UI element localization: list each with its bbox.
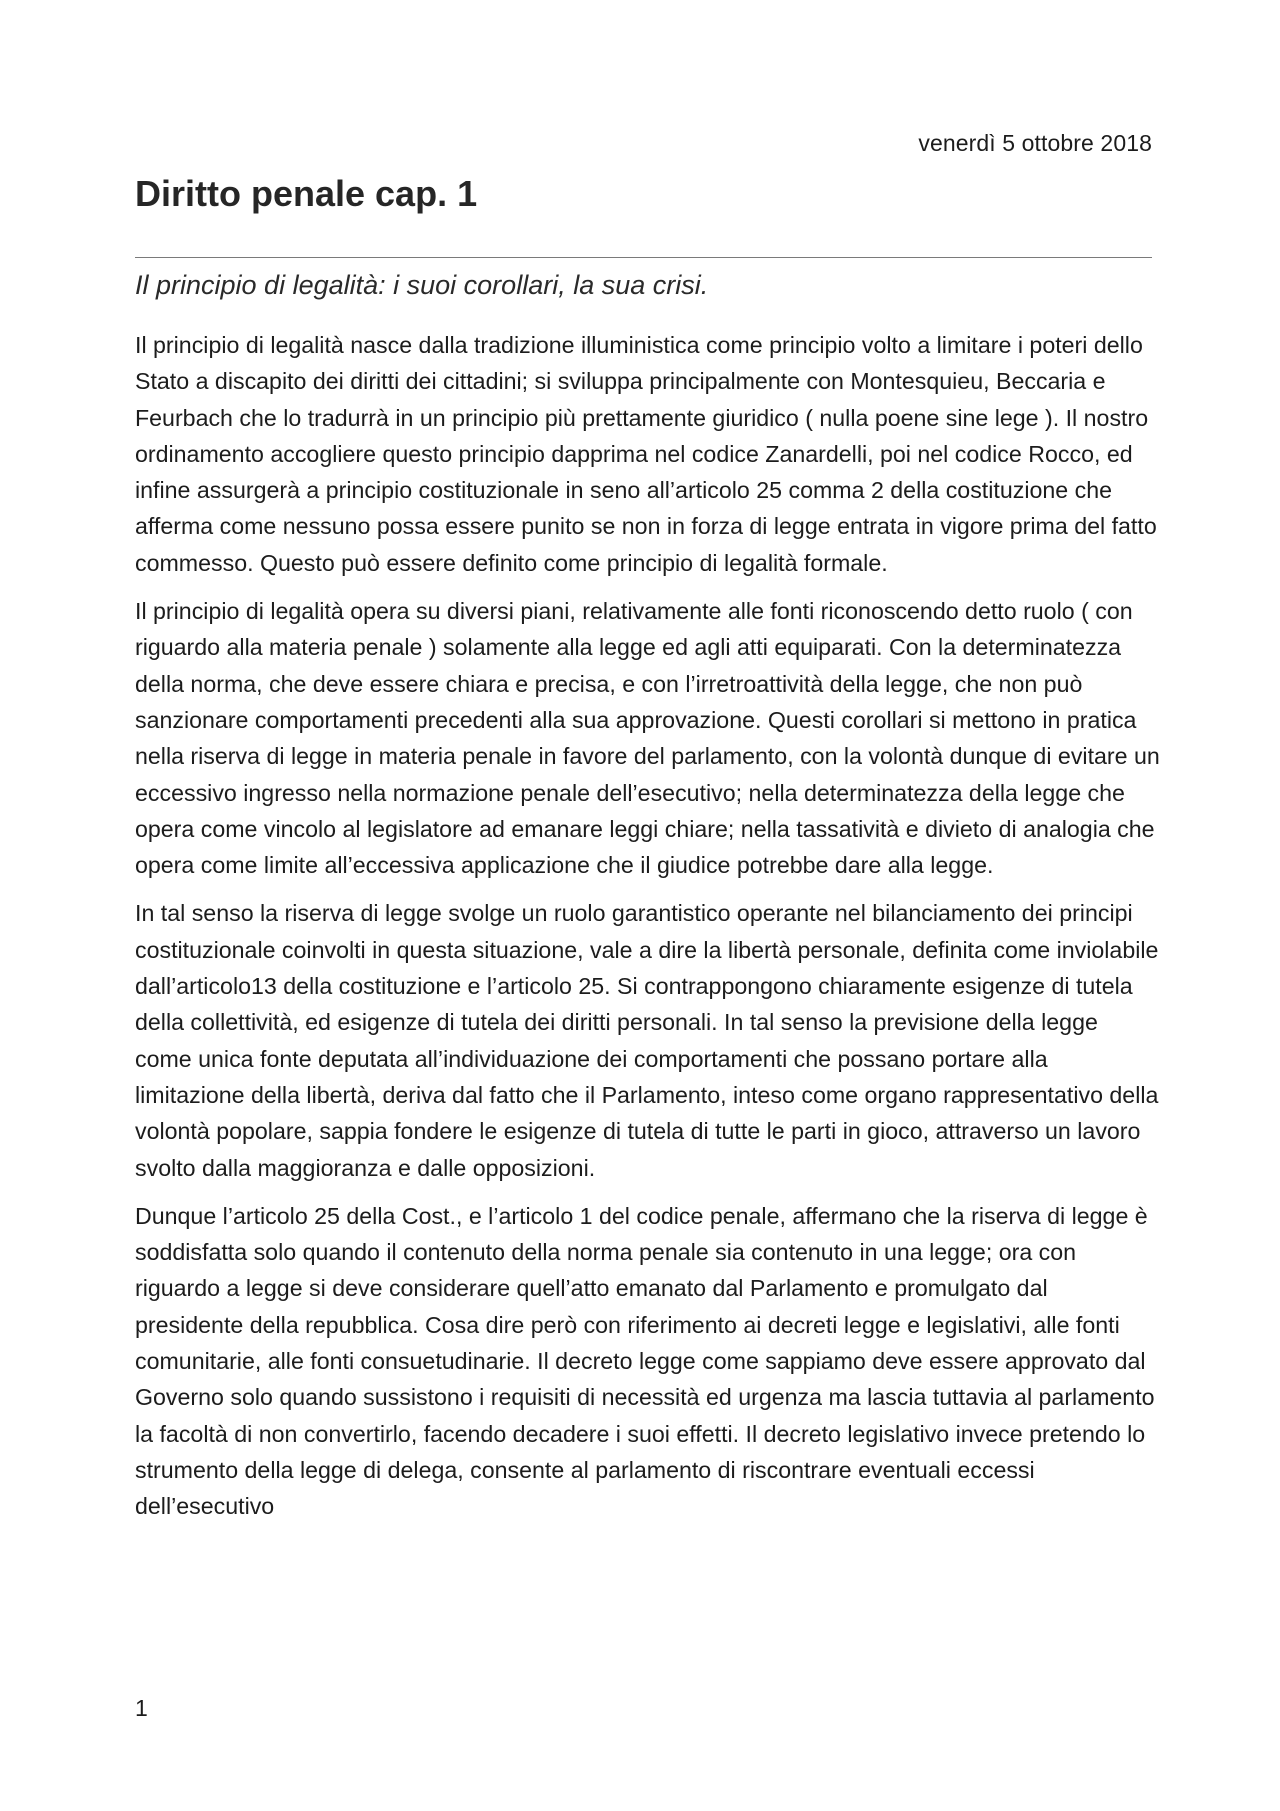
document-date: venerdì 5 ottobre 2018 xyxy=(918,130,1152,156)
document-body xyxy=(135,327,1160,1537)
page-number: 1 xyxy=(135,1695,148,1721)
paragraph-3: In tal senso la riserva di legge svolge un ruolo garantistico operante nel bilanciamento dei principi costituzionale coinvolti in questa situazione, vale a dire la libertà personale, definita come inviolabile dall’articolo13 della costituzione e l’articolo 25. Si contrappongono chiaramente esigenze di tutela della collettività, ed esigenze di tutela dei diritti personali. In tal senso la previsione della legge come unica fonte deputata all’individuazione dei comportamenti che possano portare alla limitazione della libertà, deriva dal fatto che il Parlamento, inteso come organo rappresentativo della volontà popolare, sappia fondere le esigenze di tutela di tutte le parti in gioco, attraverso un lavoro svolto dalla maggioranza e dalle opposizioni. xyxy=(135,900,1159,1181)
paragraph-4: Dunque l’articolo 25 della Cost., e l’articolo 1 del codice penale, affermano che la riserva di legge è soddisfatta solo quando il contenuto della norma penale sia contenuto in una legge; ora con riguardo a legge si deve considerare quell’atto emanato dal Parlamento e promulgato dal presidente della repubblica. Cosa dire però con riferimento ai decreti legge e legislativi, alle fonti comunitarie, alle fonti consuetudinarie. Il decreto legge come sappiamo deve essere approvato dal Governo solo quando sussistono i requisiti di necessità ed urgenza ma lascia tuttavia al parlamento la facoltà di non convertirlo, facendo decadere i suoi effetti. Il decreto legislativo invece pretendo lo strumento della legge di delega, consente al parlamento di riscontrare eventuali eccessi dell’esecutivo xyxy=(135,1202,1155,1520)
paragraph-2: Il principio di legalità opera su diversi piani, relativamente alle fonti riconoscendo detto ruolo ( con riguardo alla materia penale ) solamente alla legge ed agli atti equiparati. Con la determinatezza della norma, che deve essere chiara e precisa, e con l’irretroattività della legge, che non può sanzionare comportamenti precedenti alla sua approvazione. Questi corollari si mettono in pratica nella riserva di legge in materia penale in favore del parlamento, con la volontà dunque di evitare un eccessivo ingresso nella normazione penale dell’esecutivo; nella determinatezza della legge che opera come vincolo al legislatore ad emanare leggi chiare; nella tassatività e divieto di analogia che opera come limite all’eccessiva applicazione che il giudice potrebbe dare alla legge. xyxy=(135,598,1160,879)
document-title: Diritto penale cap. 1 xyxy=(135,173,478,214)
section-subtitle: Il principio di legalità: i suoi corollari, la sua crisi. xyxy=(135,270,709,300)
paragraph-1: Il principio di legalità nasce dalla tradizione illuministica come principio volto a limitare i poteri dello Stato a discapito dei diritti dei cittadini; si sviluppa principalmente con Montesquieu, Beccaria e Feurbach che lo tradurrà in un principio più prettamente giuridico ( nulla poene sine lege ). Il nostro ordinamento accogliere questo principio dapprima nel codice Zanardelli, poi nel codice Rocco, ed infine assurgerà a principio costituzionale in seno all’articolo 25 comma 2 della costituzione che afferma come nessuno possa essere punito se non in forza di legge entrata in vigore prima del fatto commesso. Questo può essere definito come principio di legalità formale. xyxy=(135,332,1157,576)
title-divider xyxy=(135,257,1152,258)
